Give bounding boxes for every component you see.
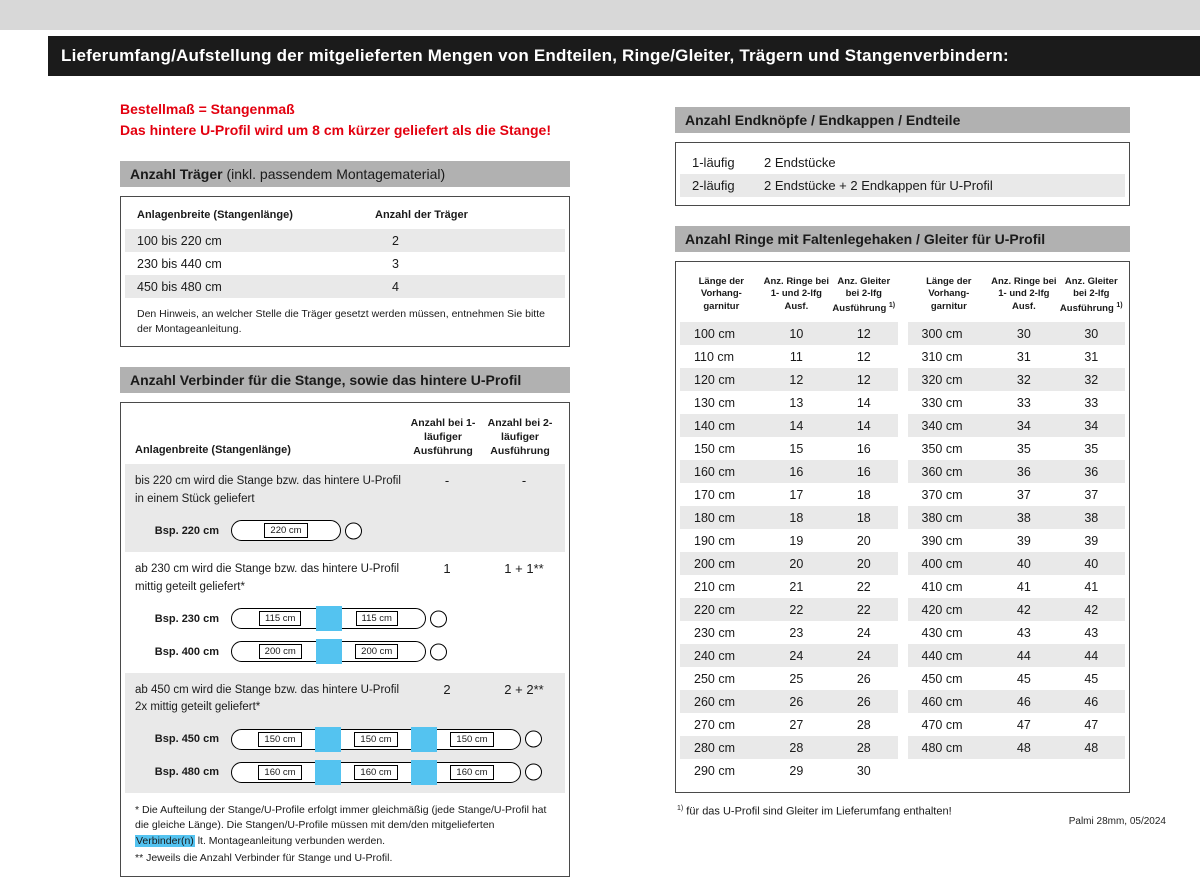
ringe-count-cell: 18 — [789, 510, 804, 525]
segment-length-label: 200 cm — [355, 644, 398, 659]
gleiter-count-cell: 48 — [1084, 740, 1099, 755]
ringe-row — [680, 759, 898, 782]
ringe-row — [680, 460, 898, 483]
section-text: ab 230 cm wird die Stange bzw. das hintere U-Profil mittig geteilt geliefert* — [135, 562, 399, 593]
gleiter-count-cell: 18 — [856, 510, 871, 525]
ringe-row — [680, 483, 898, 506]
value-1lfg: - — [444, 473, 450, 489]
length-cell: 270 cm — [694, 717, 735, 732]
ringe-count-cell: 42 — [1016, 602, 1031, 617]
length-cell: 220 cm — [694, 602, 735, 617]
value-2lfg: 2 + 2** — [504, 681, 544, 697]
verbinder-col-1lfg: Anzahl bei 1-läufiger Ausführung — [410, 417, 476, 457]
end-knob-icon — [430, 610, 447, 627]
ringe-count-cell: 16 — [789, 464, 804, 479]
notice-line-2: Das hintere U-Profil wird um 8 cm kürzer geliefert als die Stange! — [120, 122, 552, 138]
connector-icon — [315, 760, 341, 785]
gleiter-count-cell: 22 — [856, 602, 871, 617]
length-cell: 370 cm — [921, 487, 963, 502]
connector-icon — [315, 727, 341, 752]
gleiter-count-cell: 26 — [856, 694, 871, 709]
traeger-table-body — [121, 229, 569, 298]
order-notice — [120, 99, 570, 141]
length-cell: 420 cm — [921, 602, 963, 617]
length-cell: 100 cm — [694, 326, 735, 341]
ringe-row — [908, 736, 1126, 759]
value-2lfg: 1 + 1** — [504, 560, 544, 576]
lauf-type-cell: 2-läufig — [692, 178, 735, 193]
end-knob-icon — [430, 643, 447, 660]
ringe-count-cell: 22 — [789, 602, 804, 617]
document-version: Palmi 28mm, 05/2024 — [1068, 816, 1166, 827]
ringe-table-header — [908, 272, 1126, 322]
ringe-row — [908, 621, 1126, 644]
ringe-count-cell: 48 — [1016, 740, 1031, 755]
gleiter-count-cell: 32 — [1084, 372, 1099, 387]
ringe-count-cell: 35 — [1016, 441, 1031, 456]
section-text: bis 220 cm wird die Stange bzw. das hintere U-Profil in einem Stück geliefert — [135, 475, 401, 506]
traeger-count-cell: 2 — [392, 233, 399, 248]
traeger-col-width: Anlagenbreite (Stangenlänge) — [137, 209, 293, 221]
gleiter-count-cell: 18 — [856, 487, 871, 502]
ringe-row — [680, 414, 898, 437]
ringe-count-cell: 21 — [789, 579, 804, 594]
segment-length-label: 150 cm — [258, 732, 301, 747]
ringe-row — [908, 345, 1126, 368]
segment-length-label: 115 cm — [356, 611, 398, 626]
ringe-count-cell: 19 — [789, 533, 804, 548]
length-cell: 210 cm — [694, 579, 735, 594]
length-cell: 330 cm — [921, 395, 963, 410]
gleiter-count-cell: 24 — [856, 625, 871, 640]
ringe-row — [680, 552, 898, 575]
traeger-table — [120, 196, 570, 347]
segment-length-label: 160 cm — [258, 765, 301, 780]
gleiter-count-cell: 12 — [856, 349, 871, 364]
gleiter-count-cell: 30 — [1084, 326, 1099, 341]
length-cell: 480 cm — [921, 740, 963, 755]
length-cell: 360 cm — [921, 464, 963, 479]
rod-diagram — [231, 641, 426, 662]
ringe-count-cell: 36 — [1016, 464, 1031, 479]
example-row — [135, 761, 565, 783]
ringe-count-cell: 38 — [1016, 510, 1031, 525]
connector-icon — [316, 639, 342, 664]
length-cell: 460 cm — [921, 694, 963, 709]
length-cell: 180 cm — [694, 510, 735, 525]
ringe-row — [680, 368, 898, 391]
traeger-col-count: Anzahl der Träger — [375, 209, 468, 221]
value-1lfg: 2 — [443, 681, 451, 697]
connector-icon — [316, 606, 342, 631]
length-cell: 230 cm — [694, 625, 735, 640]
length-cell: 120 cm — [694, 372, 735, 387]
ringe-row — [680, 322, 898, 345]
gleiter-count-cell: 26 — [856, 671, 871, 686]
ringe-count-cell: 34 — [1016, 418, 1031, 433]
ringe-count-cell: 17 — [789, 487, 804, 502]
endteile-desc-cell: 2 Endstücke — [764, 155, 836, 170]
rod-diagram — [231, 762, 521, 783]
endteile-row — [680, 151, 1125, 174]
traeger-note: Den Hinweis, an welcher Stelle die Träger gesetzt werden müssen, entnehmen Sie bitte der Montageanleitung. — [137, 308, 545, 335]
connector-icon — [411, 760, 437, 785]
ringe-count-cell: 40 — [1016, 556, 1031, 571]
ringe-count-cell: 30 — [1016, 326, 1031, 341]
ringe-count-cell: 44 — [1016, 648, 1031, 663]
length-cell: 280 cm — [694, 740, 735, 755]
length-cell: 190 cm — [694, 533, 735, 548]
segment-length-label: 160 cm — [354, 765, 397, 780]
gleiter-count-cell: 43 — [1084, 625, 1099, 640]
ringe-row — [680, 345, 898, 368]
endteile-desc-cell: 2 Endstücke + 2 Endkappen für U-Profil — [764, 178, 993, 193]
verbinder-section-ab230 — [125, 552, 565, 673]
segment-length-label: 150 cm — [354, 732, 397, 747]
ringe-count-cell: 29 — [789, 763, 804, 778]
ringe-count-cell: 14 — [789, 418, 804, 433]
footnote-marker: 1) — [1116, 301, 1123, 309]
footnote-marker: 1) — [888, 301, 896, 309]
ringe-row — [680, 644, 898, 667]
gleiter-count-cell: 20 — [856, 533, 871, 548]
length-cell: 130 cm — [694, 395, 735, 410]
length-cell: 380 cm — [921, 510, 963, 525]
gleiter-count-cell: 40 — [1084, 556, 1099, 571]
length-cell: 350 cm — [921, 441, 963, 456]
ringe-count-cell: 39 — [1016, 533, 1031, 548]
value-2lfg: - — [521, 473, 527, 489]
gleiter-count-cell: 38 — [1084, 510, 1099, 525]
length-cell: 300 cm — [921, 326, 963, 341]
length-cell: 110 cm — [694, 349, 735, 364]
column-header-ringe: Anz. Ringe bei 1- und 2-lfg Ausf. — [991, 276, 1057, 312]
column-header-gleiter: Anz. Gleiter bei 2-lfg Ausführung $^{1)}$ — [832, 276, 896, 314]
length-cell: 250 cm — [694, 671, 735, 686]
ringe-row — [908, 529, 1126, 552]
verbinder-col-width: Anlagenbreite (Stangenlänge) — [135, 444, 291, 457]
length-cell: 430 cm — [921, 625, 963, 640]
ringe-count-cell: 27 — [789, 717, 804, 732]
example-label: Bsp. 480 cm — [154, 766, 219, 779]
gleiter-count-cell: 22 — [856, 579, 871, 594]
gleiter-count-cell: 28 — [856, 740, 871, 755]
gleiter-count-cell: 36 — [1084, 464, 1099, 479]
column-header-length: Länge der Vorhang-garnitur — [926, 276, 972, 312]
gleiter-count-cell: 14 — [856, 395, 871, 410]
column-header-length: Länge der Vorhang-garnitur — [698, 276, 745, 312]
ringe-row — [680, 437, 898, 460]
length-cell: 310 cm — [921, 349, 963, 364]
gleiter-footnote: $^{1)}$ für das U-Profil sind Gleiter im Lieferumfang enthalten! — [677, 805, 952, 818]
rod-diagram — [231, 608, 426, 629]
gleiter-count-cell: 35 — [1084, 441, 1099, 456]
ringe-row — [908, 322, 1126, 345]
ringe-count-cell: 46 — [1016, 694, 1031, 709]
verbinder-highlight: Verbinder(n) — [136, 834, 194, 847]
ringe-row — [908, 391, 1126, 414]
gleiter-count-cell: 28 — [856, 717, 871, 732]
ringe-table-body — [908, 322, 1126, 759]
ringe-count-cell: 31 — [1016, 349, 1031, 364]
gleiter-count-cell: 41 — [1084, 579, 1099, 594]
column-header-gleiter: Anz. Gleiter bei 2-lfg Ausführung $^{1)}$ — [1059, 276, 1123, 314]
gleiter-count-cell: 46 — [1084, 694, 1099, 709]
length-cell: 260 cm — [694, 694, 735, 709]
ringe-count-cell: 32 — [1016, 372, 1031, 387]
segment-length-label: 150 cm — [450, 732, 493, 747]
ringe-count-cell: 37 — [1016, 487, 1031, 502]
ringe-count-cell: 24 — [789, 648, 804, 663]
column-header-ringe: Anz. Ringe bei 1- und 2-lfg Ausf. — [763, 276, 830, 312]
example-row — [135, 520, 565, 542]
length-cell: 150 cm — [694, 441, 735, 456]
end-knob-icon — [345, 522, 362, 539]
traeger-range-cell: 100 bis 220 cm — [137, 233, 222, 248]
footnote-2: ** Jeweils die Anzahl Verbinder für Stange und U-Profil. — [135, 851, 393, 864]
gleiter-count-cell: 42 — [1084, 602, 1099, 617]
example-row — [135, 608, 565, 630]
segment-length-label: 200 cm — [259, 644, 302, 659]
value-1lfg: 1 — [443, 560, 451, 576]
ringe-row — [680, 667, 898, 690]
endteile-section-header: Anzahl Endknöpfe / Endkappen / Endteile — [675, 107, 1130, 133]
length-cell: 160 cm — [694, 464, 735, 479]
ringe-table-header — [680, 272, 898, 322]
ringe-count-cell: 25 — [789, 671, 804, 686]
ringe-row — [908, 690, 1126, 713]
ringe-row — [908, 575, 1126, 598]
traeger-table-header — [121, 205, 569, 229]
traeger-count-cell: 4 — [392, 279, 399, 294]
length-cell: 340 cm — [921, 418, 963, 433]
length-cell: 440 cm — [921, 648, 963, 663]
length-cell: 240 cm — [694, 648, 735, 663]
gleiter-count-cell: 39 — [1084, 533, 1099, 548]
gleiter-count-cell: 34 — [1084, 418, 1099, 433]
gleiter-count-cell: 44 — [1084, 648, 1099, 663]
length-cell: 410 cm — [921, 579, 963, 594]
ringe-count-cell: 12 — [789, 372, 804, 387]
example-label: Bsp. 230 cm — [154, 612, 219, 625]
ringe-count-cell: 28 — [789, 740, 804, 755]
ringe-count-cell: 15 — [789, 441, 804, 456]
length-cell: 450 cm — [921, 671, 963, 686]
segment-length-label: 115 cm — [259, 611, 301, 626]
ringe-row — [908, 368, 1126, 391]
ringe-count-cell: 13 — [789, 395, 804, 410]
page-title: Lieferumfang/Aufstellung der mitgelieferten Mengen von Endteilen, Ringe/Gleiter, Trägern und Stangenverbindern: — [61, 46, 1009, 65]
ringe-row — [908, 483, 1126, 506]
right-column — [675, 107, 1130, 818]
traeger-range-cell: 450 bis 480 cm — [137, 279, 222, 294]
ringe-row — [680, 690, 898, 713]
ringe-row — [908, 437, 1126, 460]
ringe-row — [680, 621, 898, 644]
ringe-table-left — [680, 272, 898, 782]
length-cell: 320 cm — [921, 372, 963, 387]
ringe-row — [680, 529, 898, 552]
footnote-marker: 1) — [677, 805, 684, 812]
gleiter-count-cell: 37 — [1084, 487, 1099, 502]
ringe-count-cell: 41 — [1016, 579, 1031, 594]
gleiter-count-cell: 20 — [856, 556, 871, 571]
ringe-row — [908, 598, 1126, 621]
length-cell: 400 cm — [921, 556, 963, 571]
traeger-heading-bold: Anzahl Träger — [130, 166, 223, 182]
endteile-row — [680, 174, 1125, 197]
ringe-row — [680, 575, 898, 598]
traeger-count-cell: 3 — [392, 256, 399, 271]
ringe-count-cell: 33 — [1016, 395, 1031, 410]
example-label: Bsp. 220 cm — [154, 524, 219, 537]
length-cell: 140 cm — [694, 418, 735, 433]
ringe-row — [908, 644, 1126, 667]
verbinder-col-2lfg: Anzahl bei 2-läufiger Ausführung — [487, 417, 553, 457]
length-cell: 290 cm — [694, 763, 735, 778]
lauf-type-cell: 1-läufig — [692, 155, 735, 170]
ringe-row — [908, 506, 1126, 529]
ringe-count-cell: 45 — [1016, 671, 1031, 686]
length-cell: 390 cm — [921, 533, 963, 548]
verbinder-table — [120, 402, 570, 877]
ringe-row — [908, 414, 1126, 437]
ringe-count-cell: 43 — [1016, 625, 1031, 640]
ringe-row — [908, 713, 1126, 736]
example-row — [135, 728, 565, 750]
end-knob-icon — [525, 764, 542, 781]
example-label: Bsp. 450 cm — [154, 733, 219, 746]
gleiter-count-cell: 24 — [856, 648, 871, 663]
title-bar — [48, 36, 1200, 76]
traeger-section-header — [120, 161, 570, 187]
ringe-gleiter-table — [675, 261, 1130, 793]
gleiter-count-cell: 16 — [856, 441, 871, 456]
ringe-count-cell: 26 — [789, 694, 804, 709]
gleiter-count-cell: 16 — [856, 464, 871, 479]
ringe-row — [908, 460, 1126, 483]
ringe-row — [908, 552, 1126, 575]
ringe-row — [680, 506, 898, 529]
ringe-row — [680, 598, 898, 621]
segment-length-label: 160 cm — [450, 765, 493, 780]
endteile-table — [675, 142, 1130, 206]
traeger-range-cell: 230 bis 440 cm — [137, 256, 222, 271]
ringe-row — [680, 391, 898, 414]
verbinder-table-header — [121, 411, 569, 464]
end-knob-icon — [525, 731, 542, 748]
ringe-table-body — [680, 322, 898, 782]
gleiter-count-cell: 33 — [1084, 395, 1099, 410]
ringe-count-cell: 47 — [1016, 717, 1031, 732]
ringe-count-cell: 20 — [789, 556, 804, 571]
notice-line-1: Bestellmaß = Stangenmaß — [120, 101, 295, 117]
traeger-row — [125, 229, 565, 252]
example-label: Bsp. 400 cm — [154, 645, 219, 658]
length-cell: 470 cm — [921, 717, 963, 732]
gleiter-count-cell: 12 — [856, 326, 871, 341]
ringe-count-cell: 10 — [789, 326, 804, 341]
length-cell: 170 cm — [694, 487, 735, 502]
verbinder-section-header: Anzahl Verbinder für die Stange, sowie das hintere U-Profil — [120, 367, 570, 393]
ringe-table-right — [908, 272, 1126, 782]
verbinder-section-bis220 — [125, 464, 565, 552]
connector-icon — [411, 727, 437, 752]
length-cell: 200 cm — [694, 556, 735, 571]
ringe-section-header: Anzahl Ringe mit Faltenlegehaken / Gleiter für U-Profil — [675, 226, 1130, 252]
verbinder-footnotes — [121, 793, 569, 868]
ringe-row — [680, 713, 898, 736]
ringe-count-cell: 23 — [789, 625, 804, 640]
example-row — [135, 641, 565, 663]
ringe-row — [908, 667, 1126, 690]
traeger-row — [125, 275, 565, 298]
left-column — [120, 99, 570, 877]
gleiter-count-cell: 47 — [1084, 717, 1099, 732]
ringe-count-cell: 11 — [789, 349, 803, 364]
segment-length-label: 220 cm — [264, 523, 307, 538]
footnote-1: * Die Aufteilung der Stange/U-Profile erfolgt immer gleichmäßig (jede Stange/U-Profil hat die gleiche Länge). Die Stangen/U-Profile müssen mit dem/den mitgelieferten Verbinder(n) lt. Montageanleitung verbunden werden. — [135, 804, 547, 847]
ringe-row — [680, 736, 898, 759]
traeger-heading-rest: (inkl. passendem Montagematerial) — [222, 166, 446, 182]
gleiter-count-cell: 31 — [1084, 349, 1099, 364]
gleiter-count-cell: 14 — [856, 418, 871, 433]
verbinder-section-ab450 — [125, 673, 565, 794]
top-gray-strip — [0, 0, 1200, 30]
gleiter-count-cell: 12 — [856, 372, 871, 387]
rod-diagram — [231, 729, 521, 750]
gleiter-count-cell: 45 — [1084, 671, 1099, 686]
traeger-row — [125, 252, 565, 275]
section-text: ab 450 cm wird die Stange bzw. das hintere U-Profil 2x mittig geteilt geliefert* — [135, 683, 399, 714]
rod-diagram — [231, 520, 341, 541]
gleiter-count-cell: 30 — [856, 763, 871, 778]
